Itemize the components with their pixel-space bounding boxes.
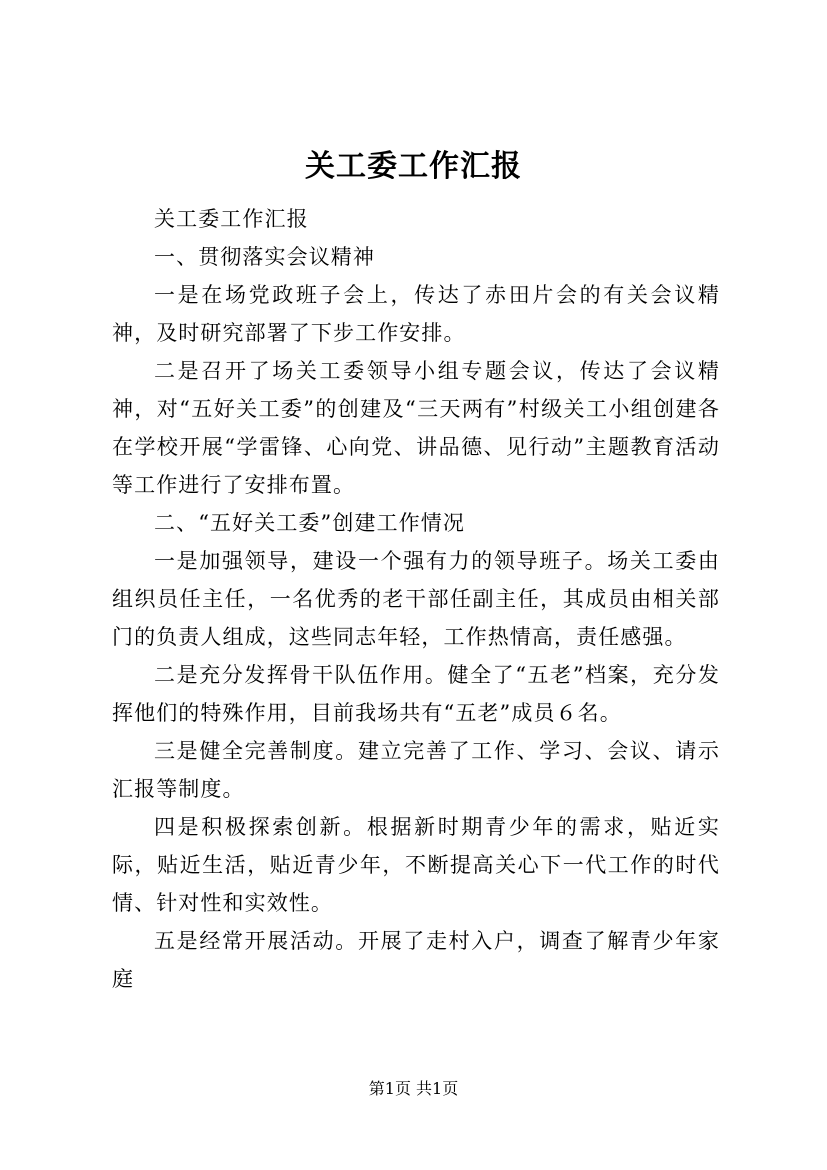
paragraph: 五是经常开展活动。开展了走村入户，调查了解青少年家庭: [112, 929, 720, 991]
paragraph: 三是健全完善制度。建立完善了工作、学习、会议、请示汇报等制度。: [112, 739, 720, 801]
document-body: [112, 200, 720, 998]
section-heading: 一、贯彻落实会议精神: [154, 245, 375, 269]
paragraph: 二是充分发挥骨干队伍作用。健全了“五老”档案，充分发挥他们的特殊作用，目前我场共有“五老”成员６名。: [112, 663, 720, 725]
page-footer: 第1页 共1页: [368, 1079, 459, 1098]
section-heading: 二、“五好关工委”创建工作情况: [154, 511, 465, 535]
paragraph: 一是在场党政班子会上，传达了赤田片会的有关会议精神，及时研究部署了下步工作安排。: [112, 283, 720, 345]
paragraph: 关工委工作汇报: [154, 207, 309, 231]
document-title: 关工委工作汇报: [305, 149, 522, 184]
paragraph: 四是积极探索创新。根据新时期青少年的需求，贴近实际，贴近生活，贴近青少年，不断提高关心下一代工作的时代情、针对性和实效性。: [112, 815, 720, 915]
paragraph: 二是召开了场关工委领导小组专题会议，传达了会议精神，对“五好关工委”的创建及“三天两有”村级关工小组创建各在学校开展“学雷锋、心向党、讲品德、见行动”主题教育活动等工作进行了安排布置。: [112, 359, 720, 497]
paragraph: 一是加强领导，建设一个强有力的领导班子。场关工委由组织员任主任，一名优秀的老干部任副主任，其成员由相关部门的负责人组成，这些同志年轻，工作热情高，责任感强。: [112, 549, 720, 649]
